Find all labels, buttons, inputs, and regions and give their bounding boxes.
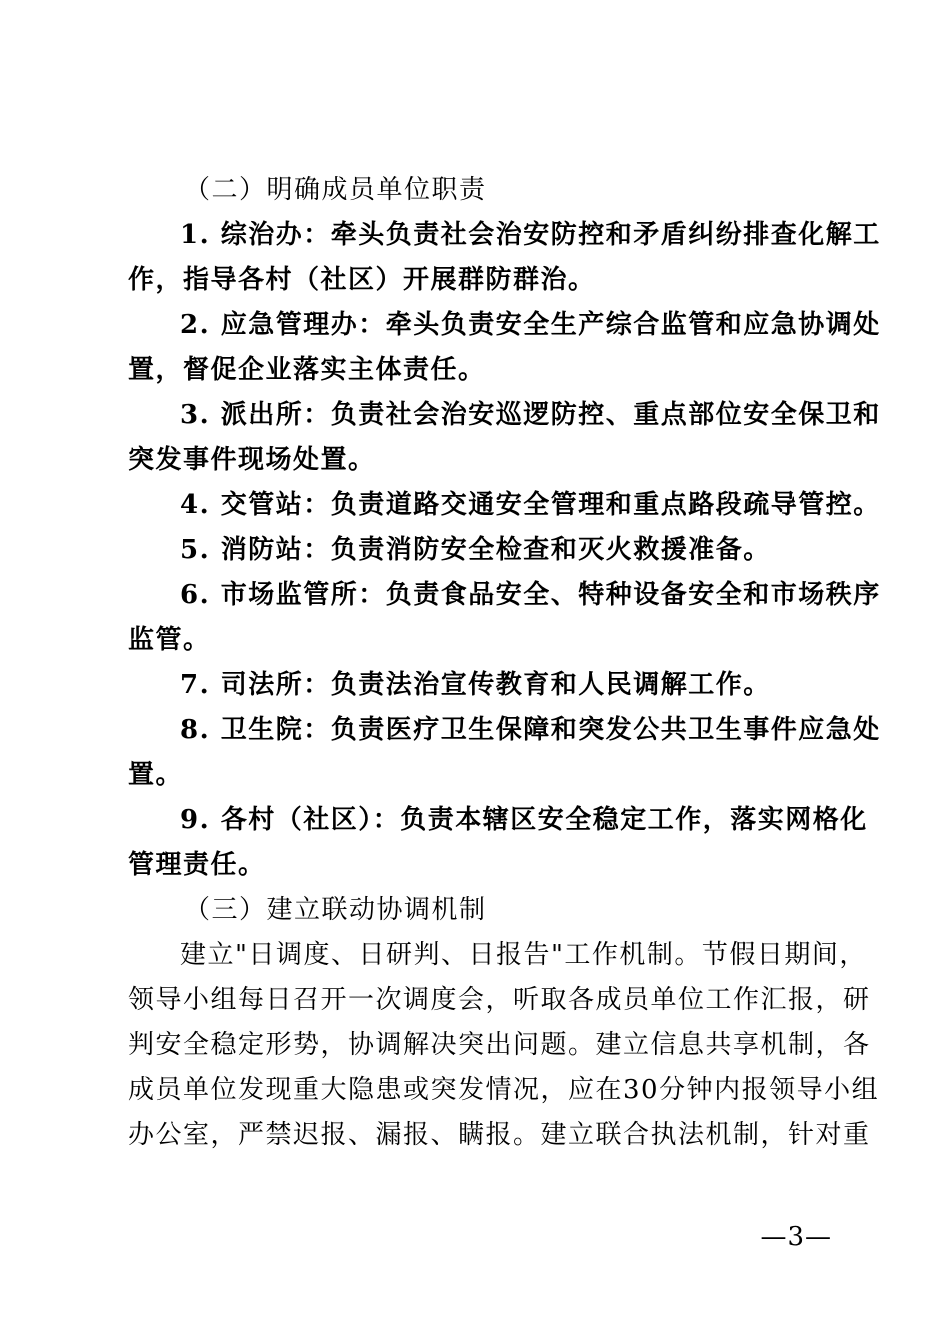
- item-2-line-2: 置，督促企业落实主体责任。: [128, 355, 486, 385]
- document-body: [128, 168, 881, 1158]
- item-7-line-1: 7. 司法所：负责法治宣传教育和人民调解工作。: [180, 670, 771, 700]
- item-9-line-2: 管理责任。: [128, 850, 266, 880]
- section-heading-2: （二）明确成员单位职责: [184, 175, 487, 205]
- item-9-line-1: 9. 各村（社区）：负责本辖区安全稳定工作，落实网格化: [180, 805, 868, 835]
- paragraph-line-4: 成员单位发现重大隐患或突发情况，应在30分钟内报领导小组: [128, 1075, 880, 1105]
- page-number: —3—: [760, 1222, 832, 1252]
- item-6-line-2: 监管。: [128, 625, 211, 655]
- item-3-line-2: 突发事件现场处置。: [128, 445, 376, 475]
- item-4-line-1: 4. 交管站：负责道路交通安全管理和重点路段疏导管控。: [180, 490, 881, 520]
- paragraph-line-5: 办公室，严禁迟报、漏报、瞒报。建立联合执法机制，针对重: [128, 1120, 871, 1150]
- paragraph-line-2: 领导小组每日召开一次调度会，听取各成员单位工作汇报，研: [128, 985, 871, 1015]
- item-5-line-1: 5. 消防站：负责消防安全检查和灭火救援准备。: [180, 535, 771, 565]
- paragraph-line-1: 建立"日调度、日研判、日报告"工作机制。节假日期间，: [180, 940, 867, 970]
- item-8-line-1: 8. 卫生院：负责医疗卫生保障和突发公共卫生事件应急处: [180, 715, 881, 745]
- item-3-line-1: 3. 派出所：负责社会治安巡逻防控、重点部位安全保卫和: [180, 400, 881, 430]
- item-1-line-2: 作，指导各村（社区）开展群防群治。: [128, 265, 596, 295]
- item-8-line-2: 置。: [128, 760, 184, 790]
- section-heading-3: （三）建立联动协调机制: [184, 895, 487, 925]
- item-1-line-1: 1. 综治办：牵头负责社会治安防控和矛盾纠纷排查化解工: [180, 220, 881, 250]
- paragraph-line-3: 判安全稳定形势，协调解决突出问题。建立信息共享机制，各: [128, 1030, 871, 1060]
- item-2-line-1: 2. 应急管理办：牵头负责安全生产综合监管和应急协调处: [180, 310, 881, 340]
- item-6-line-1: 6. 市场监管所：负责食品安全、特种设备安全和市场秩序: [180, 580, 881, 610]
